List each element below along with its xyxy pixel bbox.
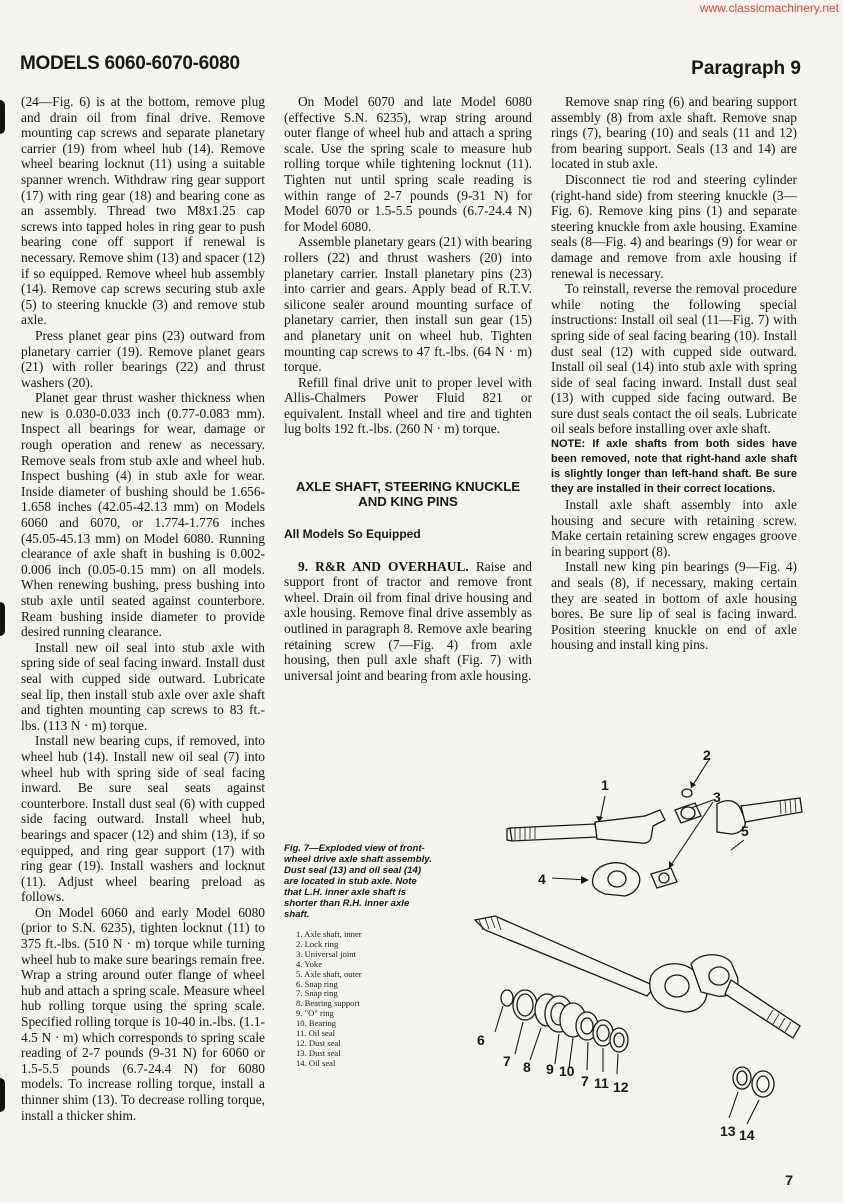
section-title-line-2: AND KING PINS [358, 494, 458, 510]
text-column-2 [284, 94, 532, 683]
paragraph-9 [284, 559, 532, 684]
callout-10: 10 [559, 1063, 575, 1079]
section-title-line-1: AXLE SHAFT, STEERING KNUCKLE [295, 479, 521, 495]
paragraph: Remove snap ring (6) and bearing support assembly (8) from axle shaft. Remove snap rings (7), bearing (10) and seals (11 and 12) from bearing support. Seals (13 and 14) are located in stub axle. [551, 94, 797, 172]
paragraph: On Model 6070 and late Model 6080 (effective S.N. 6235), wrap string around outer flange of wheel hub and attach a spring scale. Use the spring scale to measure hub rolling torque while tightening locknut (11). Tighten nut until spring scale reading is within range of 2-7 pounds (9-31 N) for Model 6070 or 1.5-5.5 pounds (6.7-24.4 N) for Model 6080. [284, 94, 532, 234]
paragraph: Install axle shaft assembly into axle housing and secure with retaining screw. Make certain retaining screw engages groove in bearing support (8). [551, 497, 797, 559]
callout-14: 14 [739, 1127, 755, 1143]
legend-item: 3. Universal joint [296, 948, 356, 959]
callout-13: 13 [720, 1123, 736, 1139]
paragraph: To reinstall, reverse the removal procedure while noting the following special instructions: Install oil seal (11—Fig. 7) with spring side of seal facing bearing (10). Install dust seal (12) with cupped side outward. Install oil seal (14) into stub axle with spring side of seal facing inward. Install dust seal (13) with cupped side facing outward. Be sure dust seals contact the oil seals. Lubricate oil seals before installing over axle shaft. [551, 281, 797, 437]
binding-hole-top [0, 100, 5, 134]
paragraph: Install new bearing cups, if removed, into wheel hub (14). Install new oil seal (7) into wheel hub with spring side of seal facing inward. Be sure seal seats against counterbore. Install dust seal (6) with cupped side facing outward. Install wheel hub, bearings and spacer (12) and shim (13), if so equipped, and ring gear support (17) with ring gear (19). Install washers and locknut (11). Adjust wheel bearing preload as follows. [21, 733, 265, 905]
legend-item: 2. Lock ring [296, 938, 339, 949]
running-header-models: MODELS 6060-6070-6080 [20, 53, 240, 74]
callout-1: 1 [601, 777, 609, 793]
legend-item: 11. Oil seal [296, 1028, 336, 1039]
section-title [284, 479, 532, 509]
paragraph: Press planet gear pins (23) outward from planetary carrier (19). Remove planet gears (21) with roller bearings (22) and thrust washers (20). [21, 327, 265, 390]
legend-item: 5. Axle shaft, outer [296, 968, 362, 979]
paragraph: Assemble planetary gears (21) with bearing rollers (22) and thrust washers (20) into planetary carrier. Install planetary pins (23) into carrier and gears. Apply bead of R.T.V. silicone sealer around mounting surface of planetary carrier, then install sun gear (15) and planetary unit on wheel hub. Tighten mounting cap screws to 47 ft.-lbs. (64 N · m) torque. [284, 234, 532, 375]
legend-item: 14. Oil seal [296, 1057, 336, 1068]
paragraph: Disconnect tie rod and steering cylinder (right-hand side) from steering knuckle (3—Fig. 6). Remove king pins (1) and separate steering knuckle from axle housing. Examine seals (8—Fig. 4) and bearings (9) for wear or damage and remove from axle housing if renewal is necessary. [551, 171, 797, 281]
callout-8: 8 [523, 1059, 531, 1075]
callout-7: 7 [503, 1053, 511, 1069]
callout-9: 9 [546, 1061, 554, 1077]
legend-item: 6. Snap ring [296, 978, 338, 989]
text-column-1 [21, 94, 265, 1123]
figure-legend [296, 930, 416, 1069]
legend-item: 4. Yoke [296, 958, 323, 969]
paragraph: Install new king pin bearings (9—Fig. 4) and seals (8), if necessary, making certain they are seated in bottom of axle housing bores. Be sure lip of seal is facing inward. Position steering knuckle on end of axle housing and install king pins. [551, 559, 797, 653]
callout-7b: 7 [581, 1073, 589, 1089]
legend-item: 13. Dust seal [296, 1047, 341, 1058]
legend-item: 12. Dust seal [296, 1037, 341, 1048]
callout-2: 2 [703, 747, 711, 763]
paragraph: Planet gear thrust washer thickness when new is 0.030-0.033 inch (0.77-0.083 mm). Inspect all bearings for wear, damage or rough operation and renew as necessary. Remove seals from stub axle and wheel hub. Inspect bushing (4) in stub axle for wear. Inside diameter of bushing should be 1.656-1.658 inches (42.05-42.13 mm) on Models 6060 and 6070, or 1.774-1.776 inches (45.05-45.13 mm) on Model 6080. Running clearance of axle shaft in bushing is 0.002-0.006 inch (0.05-0.15 mm) on all models. When renewing bushing, press bushing into stub axle until seated against counterbore. Ream bushing inside diameter to provide desired running clearance. [21, 390, 265, 640]
note: NOTE: If axle shafts from both sides have been removed, note that right-hand axle shaft is slightly longer than left-hand shaft. Be sure they are installed in their correct locations. [551, 438, 797, 496]
paragraph-lead: 9. R&R AND OVERHAUL. [298, 558, 469, 574]
legend-item: 1. Axle shaft, inner [296, 929, 362, 939]
callout-12: 12 [613, 1079, 629, 1095]
running-header-paragraph: Paragraph 9 [691, 58, 801, 79]
callout-4: 4 [538, 871, 546, 887]
legend-item: 7. Snap ring [296, 988, 338, 999]
figure-caption: Fig. 7—Exploded view of front-wheel drive axle shaft assembly. Dust seal (13) and oil seal (14) are located in stub axle. Note that L.H. inner axle shaft is shorter than R.H. inner axle shaft. [284, 843, 432, 920]
legend-item: 8. Bearing support [296, 998, 360, 1009]
paragraph-body: Raise and support front of tractor and remove front wheel. Drain oil from final drive housing and axle housing. Remove final drive assembly as outlined in paragraph 8. Remove axle bearing retaining screw (7—Fig. 4) from axle housing, then pull axle shaft (Fig. 7) with universal joint and bearing from axle housing. [284, 558, 533, 683]
page-number: 7 [785, 1172, 793, 1188]
legend-item: 10. Bearing [296, 1018, 337, 1029]
callout-3: 3 [713, 789, 721, 805]
text-column-3 [551, 94, 797, 653]
callout-11: 11 [594, 1075, 609, 1091]
binding-hole-bottom [0, 1078, 5, 1112]
watermark: www.classicmachinery.net [699, 1, 839, 15]
paragraph: On Model 6060 and early Model 6080 (prior to S.N. 6235), tighten locknut (11) to 375 ft.-lbs. (510 N · m) torque while turning wheel hub to make sure bearings remain free. Wrap a string around outer flange of wheel hub and attach a spring scale. Measure wheel hub rolling torque using the spring scale. Specified rolling torque is 10-40 in.-lbs. (1.1-4.5 N · m) which corresponds to spring scale reading of 2-7 pounds (9-31 N) for 6060 or 1.5-5.5 pounds (6.7-24.4 N) for 6080 models. To increase rolling torque, install a thinner shim (13). To decrease rolling torque, install a thicker shim. [21, 904, 265, 1123]
callout-5: 5 [741, 823, 749, 839]
paragraph: Install new oil seal into stub axle with spring side of seal facing inward. Install dust seal with cupped side outward. Lubricate seal lip, then install stub axle over axle shaft and tighten mounting cap screws to 83 ft.-lbs. (113 N · m) torque. [21, 639, 265, 733]
exploded-axle-shaft-diagram [455, 740, 815, 1150]
binding-hole-middle [0, 602, 5, 636]
subheading: All Models So Equipped [284, 527, 421, 542]
legend-item: 9. "O" ring [296, 1008, 334, 1019]
paragraph: Refill final drive unit to proper level with Allis-Chalmers Power Fluid 821 or equivalent. Install wheel and tire and tighten lug bolts 192 ft.-lbs. (260 N · m) torque. [284, 374, 532, 437]
callout-6: 6 [477, 1032, 485, 1048]
paragraph: (24—Fig. 6) is at the bottom, remove plug and drain oil from final drive. Remove mounting cap screws and separate planetary carrier (19) from wheel hub (14). Remove wheel bearing locknut (11) using a suitable spanner wrench. Withdraw ring gear support (17) with ring gear (18) and bearing cone as an assembly. Thread two M8x1.25 cap screws into tapped holes in ring gear to push bearing cone off support if renewal is necessary. Remove shim (13) and spacer (12) if so equipped. Remove wheel hub assembly (14). Remove cap screws securing stub axle (5) to steering knuckle (3) and remove stub axle. [21, 94, 265, 328]
